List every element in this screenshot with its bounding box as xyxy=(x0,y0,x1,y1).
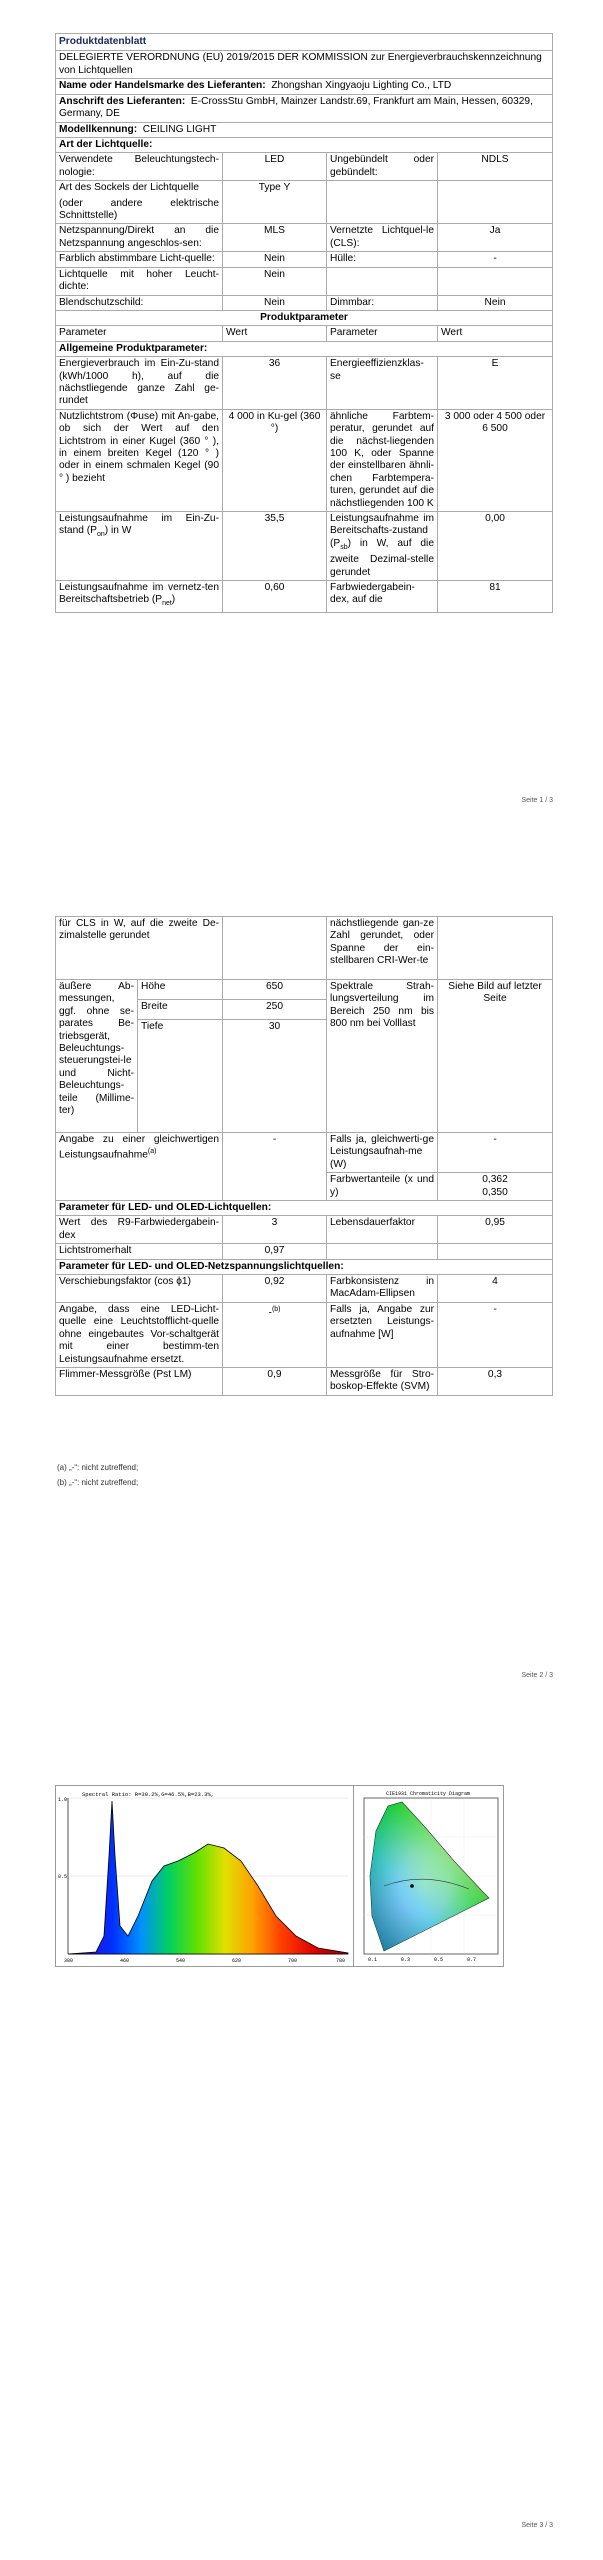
replacement-value xyxy=(223,1302,327,1367)
empty-cell xyxy=(327,181,438,224)
product-datasheet-table xyxy=(55,33,553,613)
networked-label-end: ) xyxy=(171,594,176,606)
standby-label-text: Leistungsaufnahme im Bereitschafts-zustand (P xyxy=(330,513,434,549)
document-title: Produktdatenblatt xyxy=(56,34,553,51)
regulation-text: DELEGIERTE VERORDNUNG (EU) 2019/2015 DER KOMMISSION zur Energieverbrauchskennzeichnung von Lichtquellen xyxy=(56,51,553,79)
spectrum-x-ticks xyxy=(64,1958,345,1964)
color-consistency-value: 4 xyxy=(438,1275,553,1303)
replacement-label: Angabe, dass eine LED-Licht-quelle eine Leuchtstofflicht-quelle ohne eingebautes Vor-schaltgerät mit einer bestimm-ten Leistungsaufnahme ersetzt. xyxy=(56,1302,223,1367)
power-factor-value: 0,92 xyxy=(223,1275,327,1303)
spectrum-title: Spectral Ratio: R=30.2%,G=46.5%,B=23.3%, xyxy=(82,1791,215,1798)
page-2 xyxy=(0,880,603,1700)
glare-value: Nein xyxy=(223,295,327,310)
standby-subscript: sb xyxy=(340,543,348,551)
x-tick: 780 xyxy=(336,1958,346,1964)
mains-params-heading: Parameter für LED- und OLED-Netzspannungslichtquellen: xyxy=(56,1259,553,1274)
width-value: 250 xyxy=(223,1000,327,1020)
x-tick: 0.3 xyxy=(401,1957,411,1963)
led-params-heading: Parameter für LED- und OLED-Lichtquellen: xyxy=(56,1201,553,1216)
tech-value: LED xyxy=(223,153,327,181)
page-number: Seite 2 / 3 xyxy=(521,1672,553,1679)
equivalent-power-w-label: Falls ja, gleichwerti-ge Leistungsaufnah-me (W) xyxy=(327,1133,438,1173)
dimmable-label: Dimmbar: xyxy=(327,295,438,310)
page-number: Seite 3 / 3 xyxy=(521,2522,553,2529)
efficiency-label: Energieeffizienzklas-se xyxy=(327,357,438,410)
power-on-subscript: on xyxy=(96,531,105,539)
spectrum-curve xyxy=(68,1801,348,1954)
chromaticity-y: 0,350 xyxy=(482,1186,508,1198)
cct-label: ähnliche Farbtem-peratur, gerundet auf die nächst-liegenden 100 K, oder Spanne der einstellbaren ähnli-chen Farbtempera-turen, gerundet auf die nächstliegenden 100 K xyxy=(327,409,438,511)
footnote-ref-a: (a) xyxy=(147,1148,157,1156)
product-params-heading: Produktparameter xyxy=(56,310,553,325)
supplier-name-value: Zhongshan Xingyaoju Lighting Co., LTD xyxy=(271,80,452,92)
flux-label: Nutzlichtstrom (Φuse) mit An-gabe, ob sich der Wert auf den Lichtstrom in einer Kugel (360 ° ), in einem breiten Kegel (120 ° ) oder in einem schmalen Kegel (90 ° ) bezieht xyxy=(56,409,223,511)
supplier-address-label: Anschrift des Lieferanten: xyxy=(59,95,186,107)
model-value: CEILING LIGHT xyxy=(142,123,217,135)
color-tunable-value: Nein xyxy=(223,252,327,267)
maintenance-label: Lichtstromerhalt xyxy=(56,1244,223,1259)
chromaticity-value xyxy=(438,1173,553,1201)
cri-label-cont: nächstliegende gan-ze Zahl gerundet, oder Spanne der ein-stellbaren CRI-Wer-te xyxy=(327,917,438,980)
replaced-power-value: - xyxy=(438,1302,553,1367)
mains-value: MLS xyxy=(223,224,327,252)
spectral-value: Siehe Bild auf letzter Seite xyxy=(438,980,553,1133)
footnote-a: (a) „-“: nicht zutreffend; xyxy=(57,1463,139,1472)
y-tick-1: 1.0 xyxy=(58,1797,68,1803)
cie-title: CIE1931 Chromaticity Diagram xyxy=(386,1791,471,1797)
x-tick: 380 xyxy=(64,1958,74,1964)
footnote-b: (b) „-“: nicht zutreffend; xyxy=(57,1478,139,1487)
dimensions-label: äußere Ab-messungen, ggf. ohne se-parates Be-triebsgerät, Beleuchtungs-steuerungstei-le und Nicht-Beleuchtungs-teile (Millime-ter) xyxy=(56,980,138,1133)
empty-cell xyxy=(327,267,438,295)
networked-subscript: net xyxy=(162,600,172,608)
col-header-param: Parameter xyxy=(327,326,438,341)
equivalent-power-value: - xyxy=(223,1133,327,1201)
socket-label xyxy=(56,181,223,224)
empty-cell xyxy=(438,917,553,980)
dimmable-value: Nein xyxy=(438,295,553,310)
maintenance-value: 0,97 xyxy=(223,1244,327,1259)
connected-label: Vernetzte Lichtquel-le (CLS): xyxy=(327,224,438,252)
flicker-value: 0,9 xyxy=(223,1367,327,1395)
x-tick: 0.1 xyxy=(368,1957,378,1963)
cie-x-ticks xyxy=(368,1957,476,1963)
power-on-label-end: ) in W xyxy=(104,525,132,537)
unbundled-label: Ungebündelt oder gebündelt: xyxy=(327,153,438,181)
supplier-name-label: Name oder Handelsmarke des Lieferanten: xyxy=(59,80,266,92)
replaced-power-label: Falls ja, Angabe zur ersetzten Leistungs-aufnahme [W] xyxy=(327,1302,438,1367)
footnote-ref-b: (b) xyxy=(271,1305,281,1313)
cie-chromaticity-diagram xyxy=(353,1785,504,1967)
envelope-label: Hülle: xyxy=(327,252,438,267)
model-label: Modellkennung: xyxy=(59,123,138,135)
x-tick: 540 xyxy=(176,1958,186,1964)
glare-label: Blendschutzschild: xyxy=(56,295,223,310)
standby-label xyxy=(327,512,438,581)
connected-value: Ja xyxy=(438,224,553,252)
x-tick: 620 xyxy=(232,1958,242,1964)
svm-label: Messgröße für Stro-boskop-Effekte (SVM) xyxy=(327,1367,438,1395)
supplier-address-value: E-CrossStu GmbH, Mainzer Landstr.69, Frankfurt am Main, Hessen, 60329, Germany, DE xyxy=(59,95,533,120)
svm-value: 0,3 xyxy=(438,1367,553,1395)
socket-label-line-2: (oder andere elektrische Schnittstelle) xyxy=(59,197,219,222)
r9-label: Wert des R9-Farbwiedergabein-dex xyxy=(56,1216,223,1244)
depth-value: 30 xyxy=(223,1020,327,1133)
high-luminance-value: Nein xyxy=(223,267,327,295)
replacement-dash: - xyxy=(268,1307,272,1319)
empty-cell xyxy=(327,1244,438,1259)
efficiency-value: E xyxy=(438,357,553,410)
empty-cell xyxy=(223,917,327,980)
height-value: 650 xyxy=(223,980,327,1000)
chromaticity-x: 0,362 xyxy=(482,1174,508,1186)
spectral-label: Spektrale Strah-lungsverteilung im Bereich 250 nm bis 800 nm bei Volllast xyxy=(327,980,438,1133)
x-tick: 700 xyxy=(288,1958,298,1964)
envelope-value: - xyxy=(438,252,553,267)
standby-value: 0,00 xyxy=(438,512,553,581)
equivalent-power-label xyxy=(56,1133,223,1201)
high-luminance-label: Lichtquelle mit hoher Leucht-dichte: xyxy=(56,267,223,295)
chromaticity-point xyxy=(410,1884,414,1888)
cct-value: 3 000 oder 4 500 oder 6 500 xyxy=(438,409,553,511)
cri-value: 81 xyxy=(438,581,553,613)
networked-standby-label xyxy=(56,581,223,613)
power-factor-label: Verschiebungsfaktor (cos ϕ1) xyxy=(56,1275,223,1303)
y-tick-05: 0.5 xyxy=(58,1874,68,1880)
cri-label: Farbwiedergabein-dex, auf die xyxy=(327,581,438,613)
r9-value: 3 xyxy=(223,1216,327,1244)
lifetime-label: Lebensdauerfaktor xyxy=(327,1216,438,1244)
x-tick: 0.7 xyxy=(467,1957,477,1963)
energy-value: 36 xyxy=(223,357,327,410)
power-on-value: 35,5 xyxy=(223,512,327,581)
mains-label: Netzspannung/Direkt an die Netzspannung angeschlos-sen: xyxy=(56,224,223,252)
energy-label: Energieverbrauch im Ein-Zu-stand (kWh/1000 h), auf die nächstliegende ganze Zahl ge-rundet xyxy=(56,357,223,410)
light-source-type-heading: Art der Lichtquelle: xyxy=(56,138,553,153)
equivalent-power-w-value: - xyxy=(438,1133,553,1173)
empty-cell xyxy=(438,267,553,295)
empty-cell xyxy=(438,181,553,224)
networked-label-text: Leistungsaufnahme im vernetz-ten Bereitschaftsbetrieb (P xyxy=(59,582,219,606)
power-on-label-text: Leistungsaufnahme im Ein-Zu-stand (P xyxy=(59,513,219,537)
general-params-heading: Allgemeine Produktparameter: xyxy=(56,341,553,356)
page-3 xyxy=(0,1720,603,2560)
color-tunable-label: Farblich abstimmbare Licht-quelle: xyxy=(56,252,223,267)
flicker-label: Flimmer-Messgröße (Pst LM) xyxy=(56,1367,223,1395)
height-label: Höhe xyxy=(138,980,223,1000)
chromaticity-label: Farbwertanteile (x und y) xyxy=(327,1173,438,1201)
networked-standby-value: 0,60 xyxy=(223,581,327,613)
x-tick: 0.5 xyxy=(434,1957,444,1963)
supplier-name-row xyxy=(56,79,553,94)
socket-value: Type Y xyxy=(223,181,327,224)
page-number: Seite 1 / 3 xyxy=(521,797,553,804)
socket-label-line-1: Art des Sockels der Lichtquelle xyxy=(59,182,199,194)
power-on-label xyxy=(56,512,223,581)
flux-value: 4 000 in Ku-gel (360 °) xyxy=(223,409,327,511)
x-tick: 460 xyxy=(120,1958,130,1964)
color-consistency-label: Farbkonsistenz in MacAdam-Ellipsen xyxy=(327,1275,438,1303)
supplier-address-row xyxy=(56,94,553,122)
width-label: Breite xyxy=(138,1000,223,1020)
equivalent-power-text: Angabe zu einer gleichwertigen Leistungsaufnahme xyxy=(59,1134,220,1161)
networked-standby-label-cont: für CLS in W, auf die zweite De-zimalstelle gerundet xyxy=(56,917,223,980)
unbundled-value: NDLS xyxy=(438,153,553,181)
product-datasheet-table-continued xyxy=(55,916,553,1396)
col-header-value: Wert xyxy=(223,326,327,341)
empty-cell xyxy=(438,1244,553,1259)
depth-label: Tiefe xyxy=(138,1020,223,1133)
col-header-value: Wert xyxy=(438,326,553,341)
standby-label-end: ) in W, auf die zweite Dezimal-stelle gerundet xyxy=(330,537,434,578)
tech-label: Verwendete Beleuchtungstech-nologie: xyxy=(56,153,223,181)
col-header-param: Parameter xyxy=(56,326,223,341)
model-row xyxy=(56,122,553,137)
lifetime-value: 0,95 xyxy=(438,1216,553,1244)
page-1 xyxy=(0,0,603,810)
spectral-distribution-chart xyxy=(55,1785,354,1967)
